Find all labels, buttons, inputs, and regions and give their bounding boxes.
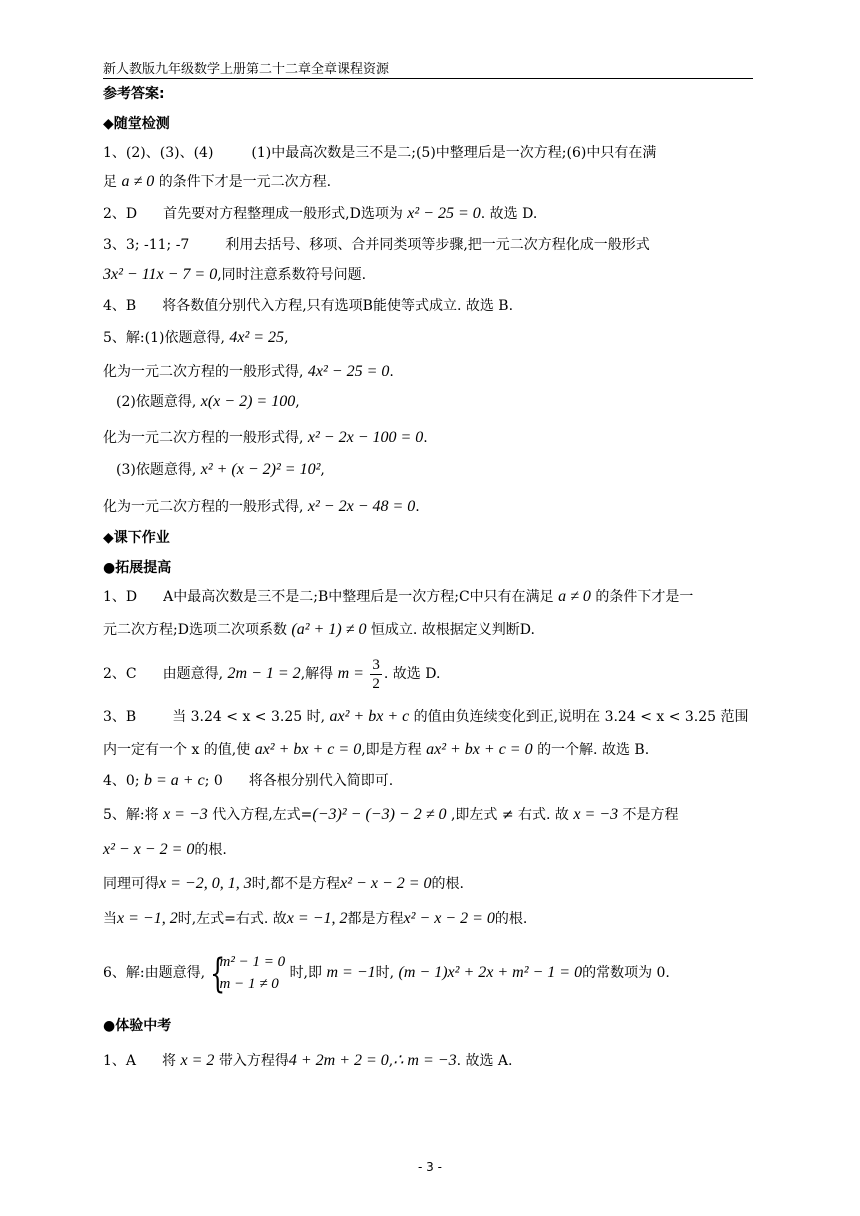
math-expression: b = a + c: [143, 772, 205, 789]
answer-line: 4、0; b = a + c; 0 将各根分别代入简即可.: [103, 772, 394, 789]
math-expression: ax² + bx + c = 0: [426, 741, 533, 758]
answer-line: 当x = −1, 2时,左式=右式. 故x = −1, 2都是方程x² − x − 2 = 0的根.: [103, 910, 528, 927]
answer-key: 4、0;: [103, 773, 140, 789]
math-expression: x² + (x − 2)² = 10²: [200, 461, 321, 478]
section-heading-extension: ●拓展提高: [103, 560, 172, 576]
math-expression: x = −1, 2: [117, 910, 178, 927]
answer-key: 2、D: [103, 206, 138, 222]
answer-key: 2、C: [103, 666, 137, 682]
page-header: 新人教版九年级数学上册第二十二章全章课程资源: [103, 62, 753, 79]
answer-line: 6、解:由题意得, { m² − 1 = 0 m − 1 ≠ 0 时,即 m = −1时, (m − 1)x² + 2x + m² − 1 = 0的常数项为 0.: [103, 951, 670, 997]
math-expression: x² − 25 = 0: [407, 205, 481, 222]
math-expression: a ≠ 0: [121, 173, 155, 190]
math-expression: x² − x − 2 = 0: [403, 910, 495, 927]
answer-key: 3、3; -11; -7: [103, 237, 190, 253]
answer-line: 内一定有一个 x 的值,使 ax² + bx + c = 0,即是方程 ax² + bx + c = 0 的一个解. 故选 B.: [103, 741, 650, 758]
math-expression: a ≠ 0: [558, 588, 591, 605]
math-expression: (−3)² − (−3) − 2 ≠ 0: [312, 806, 447, 823]
answer-line: 2、C 由题意得, 2m − 1 = 2,解得 m = $\frac{3}{2}$ . 故选 D.: [103, 656, 441, 692]
answer-line: 足 a ≠ 0 的条件下才是一元二次方程.: [103, 173, 332, 190]
section-heading-in-class-test: ◆随堂检测: [103, 116, 170, 132]
answer-key: 1、D: [103, 589, 138, 605]
math-expression: (m − 1)x² + 2x + m² − 1 = 0: [398, 964, 583, 981]
section-heading-exam-practice: ●体验中考: [103, 1018, 172, 1034]
answer-line: 化为一元二次方程的一般形式得, 4x² − 25 = 0.: [103, 363, 394, 380]
answer-line: [103, 143, 656, 163]
answer-key: 3、B: [103, 709, 137, 725]
math-expression: x = −3: [573, 806, 619, 823]
math-expression: 4x² − 25 = 0: [307, 363, 390, 380]
math-expression: x² − x − 2 = 0: [340, 875, 432, 892]
answer-key: 4、B: [103, 298, 137, 314]
answer-line: 化为一元二次方程的一般形式得, x² − 2x − 100 = 0.: [103, 429, 428, 446]
math-expression: x = −2, 0, 1, 3: [159, 875, 252, 892]
answer-explanation: (1)中最高次数是三不是二;(5)中整理后是一次方程;(6)中只有在满: [251, 145, 657, 161]
answer-line: 1、A 将 x = 2 带入方程得4 + 2m + 2 = 0,∴ m = −3. 故选 A.: [103, 1052, 513, 1069]
brace-icon: {: [209, 951, 225, 997]
answer-line: 4、B 将各数值分别代入方程,只有选项B能使等式成立. 故选 B.: [103, 298, 514, 314]
answer-key: 1、A: [103, 1053, 137, 1069]
math-expression: x = −3: [163, 806, 208, 823]
math-expression: 4 + 2m + 2 = 0: [288, 1052, 389, 1069]
answer-line: 3x² − 11x − 7 = 0,同时注意系数符号问题.: [103, 266, 367, 283]
math-expression: m = −1: [326, 964, 376, 981]
answers-title: 参考答案:: [103, 86, 165, 102]
math-expression: 4x² = 25: [229, 329, 285, 346]
fraction: $\frac{3}{2}$: [372, 656, 380, 692]
answer-line: (3)依题意得, x² + (x − 2)² = 10²,: [116, 461, 325, 478]
answer-line: 1、D A中最高次数是三不是二;B中整理后是一次方程;C中只有在满足 a ≠ 0 的条件下才是一: [103, 588, 694, 605]
answer-line: 5、解:(1)依题意得, 4x² = 25,: [103, 329, 289, 346]
math-expression: x² − x − 2 = 0: [103, 841, 195, 858]
math-expression: ax² + bx + c = 0: [254, 741, 362, 758]
answer-line: 元二次方程;D选项二次项系数 (a² + 1) ≠ 0 恒成立. 故根据定义判断D.: [103, 621, 535, 638]
answer-line: 5、解:将 x = −3 代入方程,左式=(−3)² − (−3) − 2 ≠ 0 ,即左式 ≠ 右式. 故 x = −3 不是方程: [103, 806, 679, 823]
answer-line: 2、D 首先要对方程整理成一般形式,D选项为 x² − 25 = 0. 故选 D.: [103, 205, 538, 222]
math-expression: (a² + 1) ≠ 0: [291, 621, 367, 638]
section-heading-homework: ◆课下作业: [103, 530, 170, 546]
math-expression: ax² + bx + c: [329, 708, 410, 725]
answer-line: 同理可得x = −2, 0, 1, 3时,都不是方程x² − x − 2 = 0的根.: [103, 875, 464, 892]
math-expression: ∴ m = −3: [393, 1052, 457, 1069]
answer-key: 1、(2)、(3)、(4): [103, 145, 214, 161]
answer-line: x² − x − 2 = 0的根.: [103, 841, 227, 858]
answer-line: 3、B 当 3.24 < x < 3.25 时, ax² + bx + c 的值由负连续变化到正,说明在 3.24 < x < 3.25 范围: [103, 708, 749, 725]
answer-line: (2)依题意得, x(x − 2) = 100,: [116, 393, 300, 410]
math-expression: x = −1, 2: [286, 910, 348, 927]
equation-system: { m² − 1 = 0 m − 1 ≠ 0: [209, 951, 286, 997]
answer-line: 化为一元二次方程的一般形式得, x² − 2x − 48 = 0.: [103, 498, 420, 515]
math-expression: x² − 2x − 100 = 0: [307, 429, 424, 446]
math-expression: 3x² − 11x − 7 = 0: [103, 266, 218, 283]
math-expression: x(x − 2) = 100: [200, 393, 296, 410]
page-number: - 3 -: [418, 1160, 442, 1174]
math-expression: x² − 2x − 48 = 0: [307, 498, 416, 515]
math-expression: x = 2: [180, 1052, 215, 1069]
math-expression: 2m − 1 = 2: [227, 665, 301, 682]
answer-line: 3、3; -11; -7 利用去括号、移项、合并同类项等步骤,把一元二次方程化成一般形式: [103, 237, 650, 253]
